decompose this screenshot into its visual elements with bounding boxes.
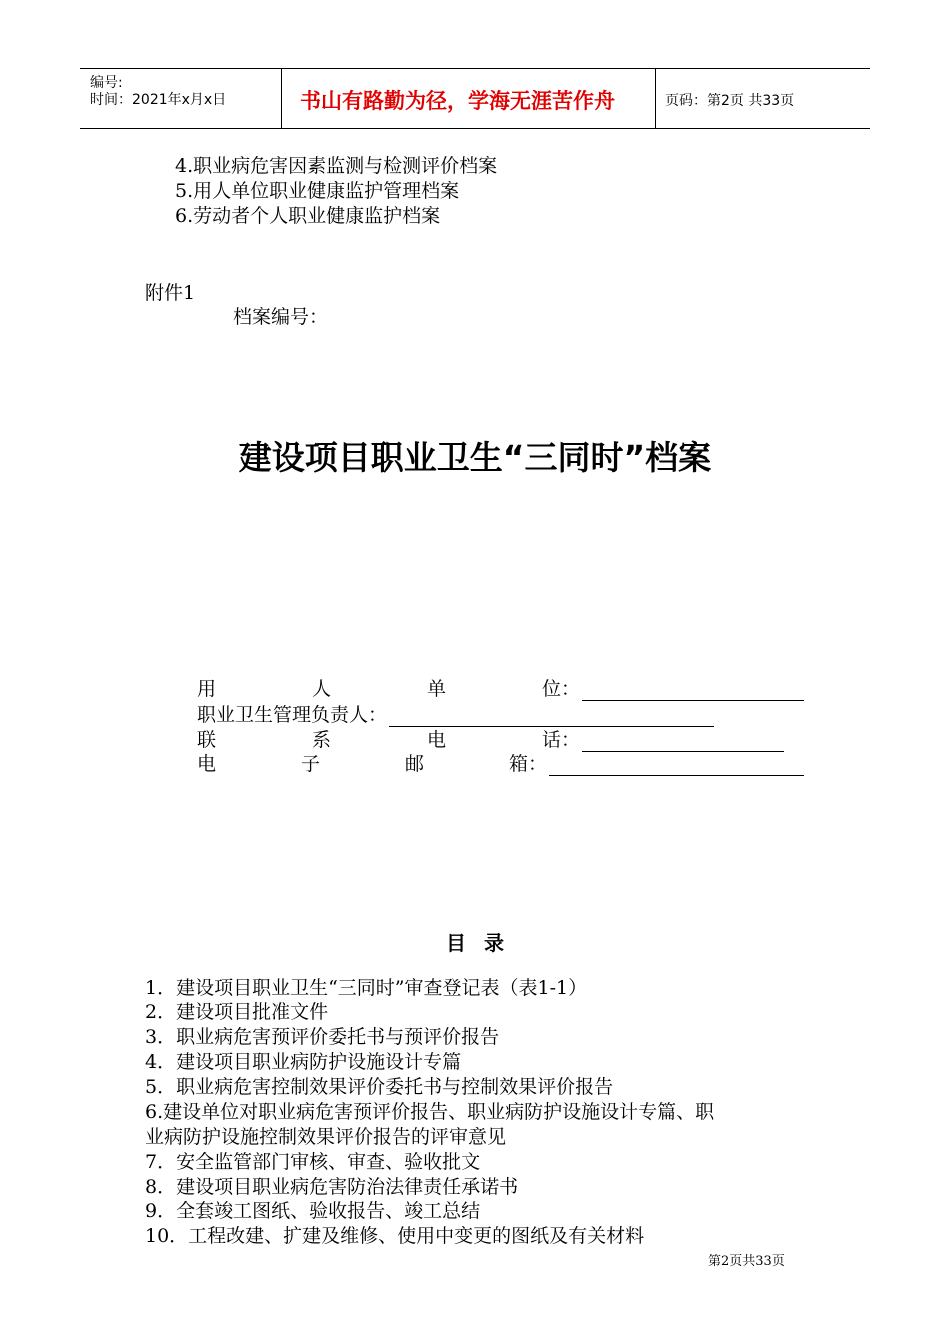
- intro-list-item: 5.用人单位职业健康监护管理档案: [175, 180, 460, 202]
- header-divider-1: [281, 68, 282, 129]
- field-char: 系: [311, 729, 331, 751]
- toc-item: 8．建设项目职业病危害防治法律责任承诺书: [145, 1176, 519, 1198]
- field-char: 单: [426, 678, 446, 700]
- field-char: 话：: [541, 729, 580, 751]
- header-bottom-rule: [80, 128, 870, 129]
- field-char: 联: [197, 729, 217, 751]
- toc-item: 5．职业病危害控制效果评价委托书与控制效果评价报告: [145, 1076, 614, 1098]
- toc-item: 6.建设单位对职业病危害预评价报告、职业病防护设施设计专篇、职: [145, 1101, 715, 1123]
- phone-input-line[interactable]: [582, 733, 784, 752]
- header-page-label: 页码：第2页 共33页: [665, 93, 795, 109]
- toc-item: 1．建设项目职业卫生“三同时”审查登记表（表1-1）: [145, 977, 588, 999]
- field-char: 箱：: [508, 753, 547, 775]
- header-motto: 书山有路勤为径，学海无涯苦作舟: [300, 89, 615, 113]
- email-input-line[interactable]: [549, 757, 804, 776]
- attachment-label: 附件1: [145, 282, 196, 304]
- toc-item: 9．全套竣工图纸、验收报告、竣工总结: [145, 1200, 481, 1222]
- toc-title: 目录: [446, 931, 522, 955]
- toc-item: 4．建设项目职业病防护设施设计专篇: [145, 1051, 462, 1073]
- intro-list-item: 4.职业病危害因素监测与检测评价档案: [175, 155, 498, 177]
- intro-list-item: 6.劳动者个人职业健康监护档案: [175, 205, 441, 227]
- field-email: [197, 752, 804, 776]
- archive-number-label: 档案编号：: [233, 306, 329, 328]
- toc-item: 业病防护设施控制效果评价报告的评审意见: [145, 1126, 507, 1148]
- field-char: 用: [197, 678, 217, 700]
- field-char: 位：: [541, 678, 580, 700]
- field-char: 子: [300, 753, 320, 775]
- header-top-rule: [80, 68, 870, 69]
- page-footer: 第2页共33页: [708, 1254, 785, 1269]
- manager-label: 职业卫生管理负责人：: [197, 704, 388, 726]
- toc-item: 10．工程改建、扩建及维修、使用中变更的图纸及有关材料: [145, 1225, 645, 1247]
- employer-input-line[interactable]: [582, 682, 804, 701]
- field-char: 电: [426, 729, 446, 751]
- field-char: 电: [197, 753, 217, 775]
- field-manager: [197, 703, 714, 727]
- header-code-label: 编号:: [90, 75, 123, 91]
- field-char: 人: [311, 678, 331, 700]
- toc-item: 3．职业病危害预评价委托书与预评价报告: [145, 1026, 500, 1048]
- header-time-label: 时间：2021年x月x日: [90, 92, 227, 108]
- toc-item: 7．安全监管部门审核、审查、验收批文: [145, 1151, 481, 1173]
- header-divider-2: [655, 68, 656, 129]
- field-employer: [197, 677, 807, 701]
- field-char: 邮: [404, 753, 424, 775]
- toc-item: 2．建设项目批准文件: [145, 1001, 329, 1023]
- page-title: 建设项目职业卫生“三同时”档案: [238, 438, 712, 477]
